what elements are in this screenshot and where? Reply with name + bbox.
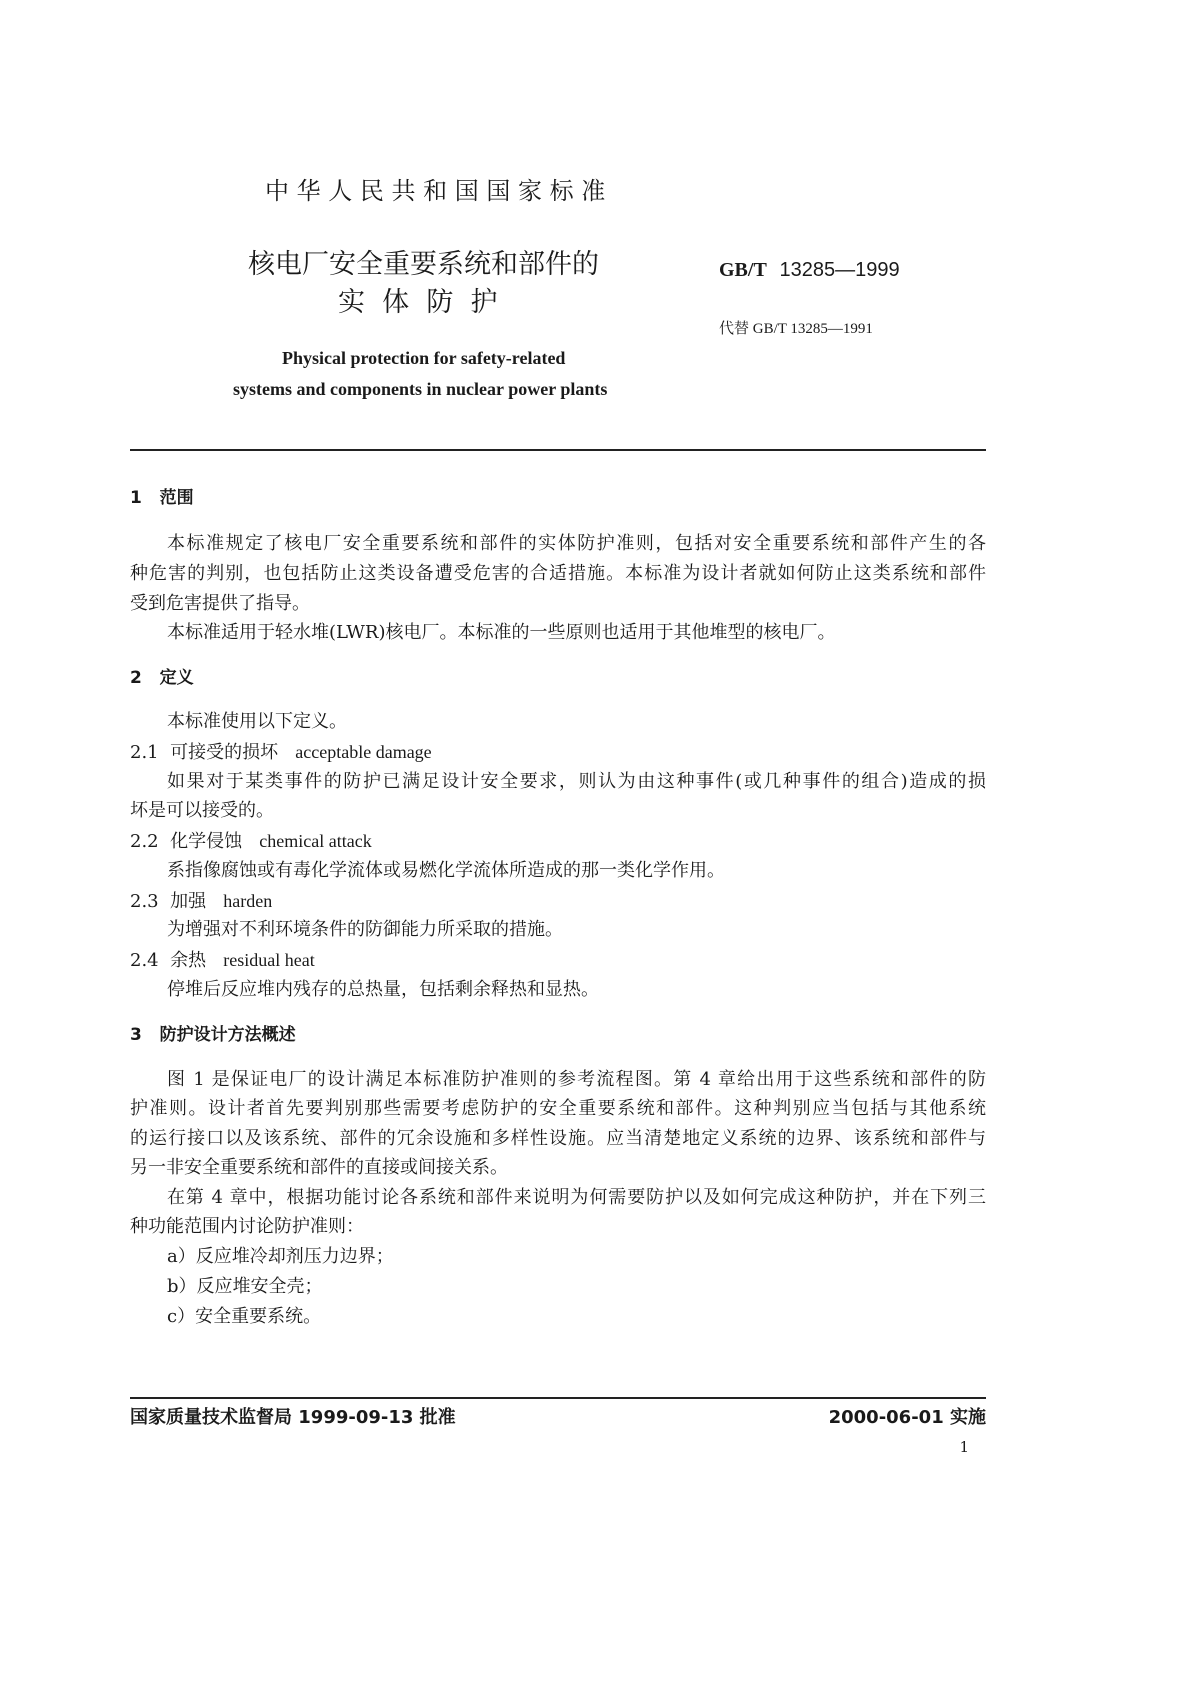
- section-number: 3: [130, 1025, 142, 1045]
- definition-term: 2.2 化学侵蚀 chemical attack: [130, 831, 372, 852]
- list-item: c）安全重要系统。: [167, 1306, 322, 1327]
- definition-term: 2.1 可接受的损坏 acceptable damage: [130, 742, 432, 763]
- header-divider: [130, 449, 986, 451]
- section-heading: [130, 1023, 296, 1047]
- title-line2: 实 体 防 护: [338, 287, 498, 318]
- paragraph-line: 图 1 是保证电厂的设计满足本标准防护准则的参考流程图。第 4 章给出用于这些系统和部件的防: [167, 1069, 986, 1090]
- paragraph-line: 种危害的判别，也包括防止这类设备遭受危害的合适措施。本标准为设计者就如何防止这类系统和部件: [130, 563, 986, 584]
- section-heading: [130, 486, 194, 510]
- paragraph-line: 护准则。设计者首先要判别那些需要考虑防护的安全重要系统和部件。这种判别应当包括与其他系统: [130, 1098, 986, 1119]
- definition-term: 2.4 余热 residual heat: [130, 950, 315, 971]
- effective-date: 2000-06-01 实施: [828, 1407, 986, 1428]
- footer-divider: [130, 1397, 986, 1399]
- list-item: a）反应堆冷却剂压力边界；: [167, 1246, 394, 1267]
- title-line1: 核电厂安全重要系统和部件的: [248, 249, 599, 280]
- paragraph-line: 如果对于某类事件的防护已满足设计安全要求，则认为由这种事件(或几种事件的组合)造成的损: [167, 771, 986, 792]
- approval-text: 国家质量技术监督局 1999-09-13 批准: [130, 1407, 456, 1428]
- paragraph-line: 为增强对不利环境条件的防御能力所采取的措施。: [167, 919, 563, 940]
- page-number: 1: [959, 1438, 969, 1456]
- section-title: 防护设计方法概述: [159, 1025, 296, 1045]
- paragraph-line: 另一非安全重要系统和部件的直接或间接关系。: [130, 1157, 508, 1178]
- national-standard-label: 中 华 人 民 共 和 国 国 家 标 准: [265, 177, 606, 205]
- section-heading: [130, 666, 194, 690]
- section-number: 1: [130, 488, 142, 508]
- english-title-line2: systems and components in nuclear power plants: [233, 379, 608, 399]
- paragraph-line: 坏是可以接受的。: [130, 800, 274, 821]
- section-number: 2: [130, 668, 142, 688]
- list-item: b）反应堆安全壳；: [167, 1276, 323, 1297]
- english-title-line1: Physical protection for safety-related: [282, 348, 566, 368]
- paragraph-line: 在第 4 章中，根据功能讨论各系统和部件来说明为何需要防护以及如何完成这种防护，并在下列三: [167, 1187, 986, 1208]
- paragraph-line: 种功能范围内讨论防护准则：: [130, 1216, 364, 1237]
- definition-term: 2.3 加强 harden: [130, 891, 273, 912]
- paragraph-line: 本标准使用以下定义。: [167, 711, 347, 732]
- standard-code: [719, 255, 900, 284]
- paragraph-line: 的运行接口以及该系统、部件的冗余设施和多样性设施。应当清楚地定义系统的边界、该系统和部件与: [130, 1128, 986, 1149]
- paragraph-line: 停堆后反应堆内残存的总热量，包括剩余释热和显热。: [167, 979, 599, 1000]
- section-title: 范围: [159, 488, 194, 508]
- code-prefix: GB/T: [719, 259, 767, 281]
- paragraph-line: 本标准规定了核电厂安全重要系统和部件的实体防护准则，包括对安全重要系统和部件产生的各: [167, 533, 986, 554]
- paragraph-line: 受到危害提供了指导。: [130, 593, 310, 614]
- replaces-code: 代替 GB/T 13285—1991: [719, 321, 873, 337]
- paragraph-line: 系指像腐蚀或有毒化学流体或易燃化学流体所造成的那一类化学作用。: [167, 860, 725, 881]
- paragraph-line: 本标准适用于轻水堆(LWR)核电厂。本标准的一些原则也适用于其他堆型的核电厂。: [167, 622, 836, 643]
- code-number: 13285—1999: [779, 259, 900, 281]
- section-title: 定义: [159, 668, 194, 688]
